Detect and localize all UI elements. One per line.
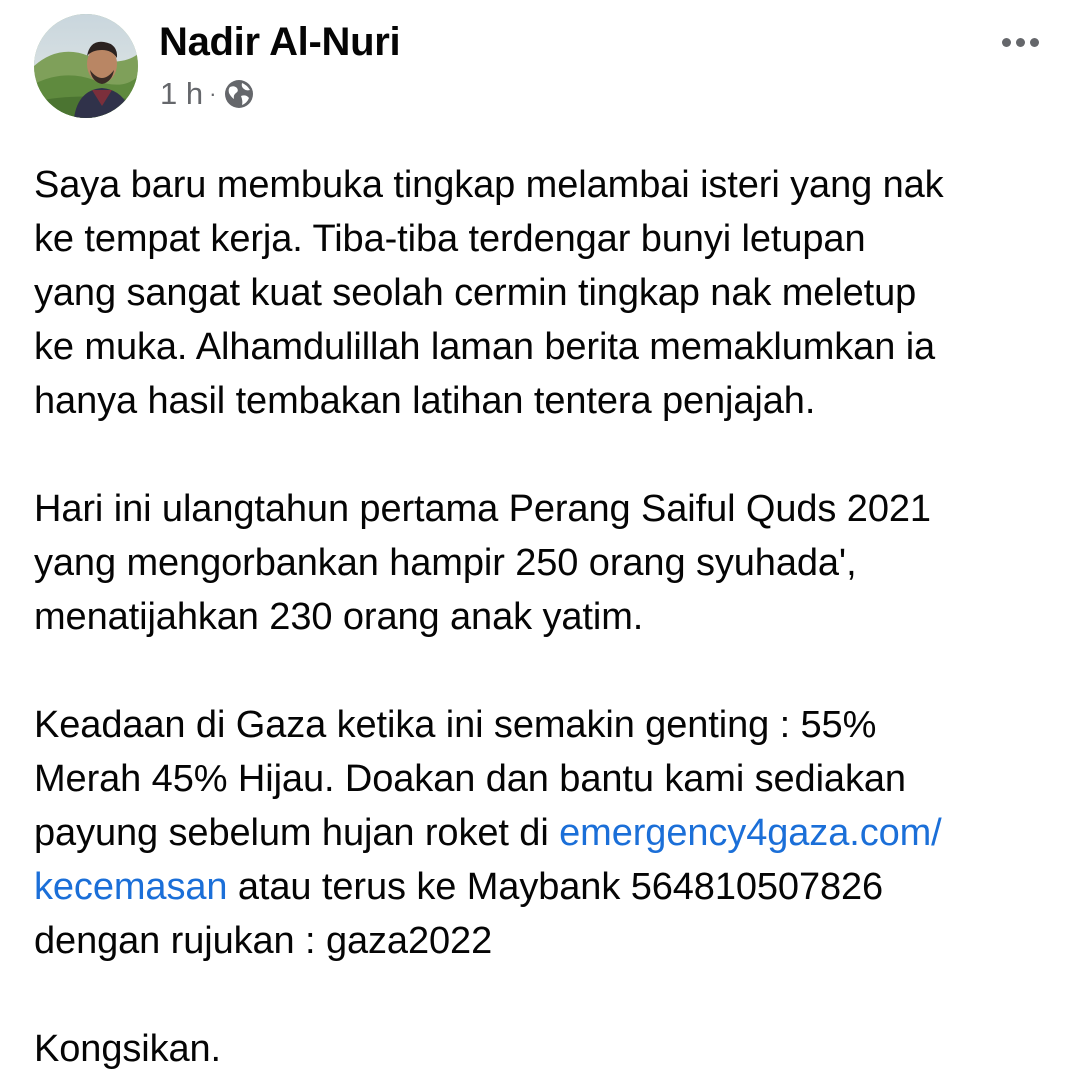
text-line: yang sangat kuat seolah cermin tingkap nak meletup bbox=[34, 272, 917, 314]
text-line: Kongsikan. bbox=[34, 1028, 222, 1070]
meta-separator: · bbox=[209, 81, 217, 106]
donation-link[interactable]: kecemasan bbox=[34, 866, 228, 908]
text-line: yang mengorbankan hampir 250 orang syuhada', bbox=[34, 542, 857, 584]
text-line: Hari ini ulangtahun pertama Perang Saiful Quds 2021 bbox=[34, 488, 931, 530]
post-paragraph bbox=[34, 158, 1064, 428]
text-line: menatijahkan 230 orang anak yatim. bbox=[34, 596, 644, 638]
text-line bbox=[34, 806, 1064, 860]
text-line: hanya hasil tembakan latihan tentera penjajah. bbox=[34, 380, 816, 422]
donation-link[interactable]: emergency4gaza.com/ bbox=[559, 812, 942, 854]
text-line bbox=[34, 860, 1064, 914]
text-line: Merah 45% Hijau. Doakan dan bantu kami sediakan bbox=[34, 758, 906, 800]
post-paragraph bbox=[34, 482, 1064, 644]
more-options-button[interactable] bbox=[994, 22, 1046, 62]
text-segment: atau terus ke Maybank 564810507826 bbox=[227, 866, 884, 908]
more-dot bbox=[1030, 38, 1039, 47]
text-line: Keadaan di Gaza ketika ini semakin genting : 55% bbox=[34, 704, 877, 746]
post-paragraph bbox=[34, 1022, 1064, 1076]
post-body bbox=[34, 158, 1064, 1076]
post-header bbox=[34, 14, 1046, 118]
avatar[interactable] bbox=[34, 14, 138, 118]
text-line: ke tempat kerja. Tiba-tiba terdengar bunyi letupan bbox=[34, 218, 866, 260]
more-dot bbox=[1016, 38, 1025, 47]
author-name[interactable]: Nadir Al-Nuri bbox=[159, 20, 401, 64]
more-dot bbox=[1002, 38, 1011, 47]
text-line: ke muka. Alhamdulillah laman berita memaklumkan ia bbox=[34, 326, 936, 368]
post-meta bbox=[160, 74, 254, 114]
post-paragraph bbox=[34, 698, 1064, 968]
text-segment: payung sebelum hujan roket di bbox=[34, 812, 560, 854]
text-line: dengan rujukan : gaza2022 bbox=[34, 920, 493, 962]
globe-icon[interactable] bbox=[224, 79, 254, 109]
timestamp[interactable]: 1 h bbox=[160, 76, 204, 111]
text-line: Saya baru membuka tingkap melambai isteri yang nak bbox=[34, 164, 944, 206]
